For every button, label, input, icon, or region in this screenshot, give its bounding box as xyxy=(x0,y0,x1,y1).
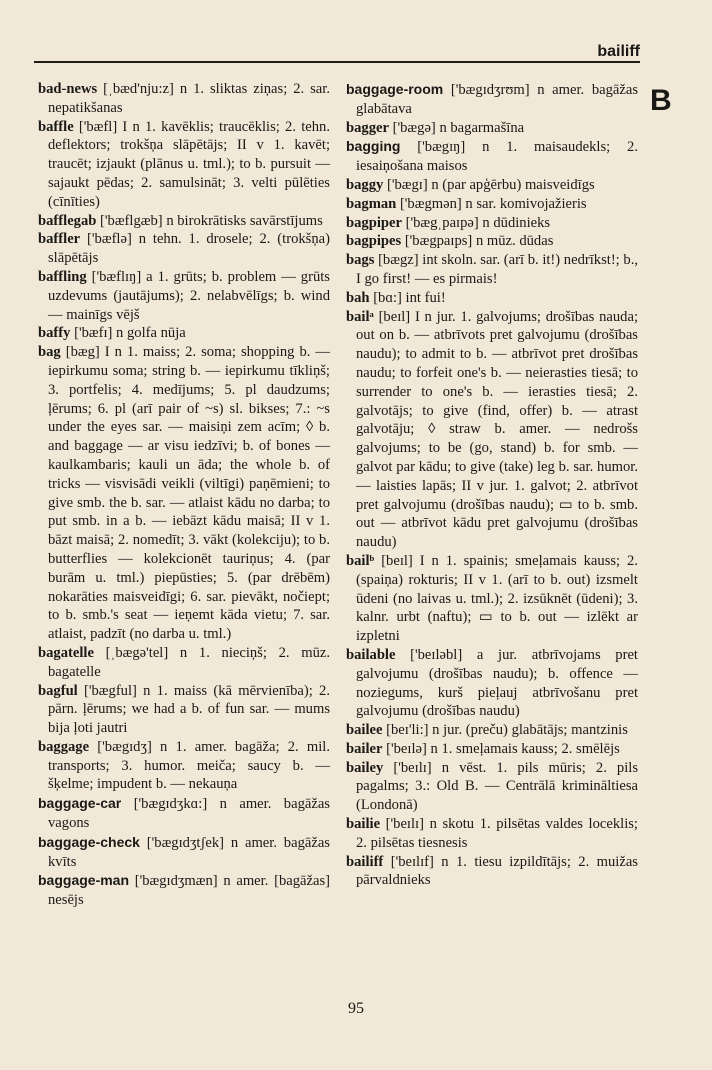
entry-pronunciation: ['bægɪ] xyxy=(386,176,428,193)
dictionary-entry xyxy=(346,853,638,891)
section-letter-tab: B xyxy=(650,84,672,117)
entry-pronunciation: ['bægˌpaɪpə] xyxy=(405,214,479,231)
entry-headword: bafflegab xyxy=(38,212,97,229)
entry-headword: baffle xyxy=(38,118,74,135)
entry-pronunciation: ['bægɪdʒmæn] xyxy=(134,873,218,890)
dictionary-entry xyxy=(38,268,330,324)
entry-headword: baggy xyxy=(346,176,384,193)
entry-headword: bagging xyxy=(346,138,401,155)
dictionary-entry xyxy=(346,119,638,138)
dictionary-entry xyxy=(346,759,638,815)
entry-definition: n 1. nieciņš; 2. mūz. bagatelle xyxy=(48,644,330,680)
entry-pronunciation: ['beɪlɪf] xyxy=(390,853,434,870)
entry-headword: baffy xyxy=(38,325,71,342)
dictionary-entry xyxy=(346,646,638,721)
entry-pronunciation: [bægz] xyxy=(378,252,419,269)
entry-headword: baggage-car xyxy=(38,795,122,812)
entry-definition: n 1. sliktas ziņas; 2. sar. nepatikšanas xyxy=(48,81,330,116)
entry-definition: n mūz. dūdas xyxy=(475,233,554,250)
entry-headword: bagpiper xyxy=(346,214,402,231)
dictionary-entry xyxy=(346,308,638,552)
entry-definition: n dūdinieks xyxy=(482,214,551,231)
entry-pronunciation: ['bægɪŋ] xyxy=(417,139,466,156)
entry-definition: n 1. maiss (kā mērvienība); 2. pārn. ļērums; we had a b. of fun sar. — mums bija ļoti jautri xyxy=(48,682,330,737)
right-column xyxy=(346,80,638,890)
left-column xyxy=(38,80,330,910)
dictionary-entry xyxy=(346,815,638,853)
entry-definition: n 1. amer. bagāža; 2. mil. transports; 3. humor. meiča; saucy b. — šķelme; impudent b. — nekauņa xyxy=(48,738,330,793)
entry-pronunciation: ['bægə] xyxy=(392,119,436,136)
entry-definition: n amer. bagāžas kvīts xyxy=(48,834,330,870)
entry-definition: a 1. grūts; b. problem — grūts uzdevums (jautājums); 2. nelabvēlīgs; b. wind — mainīgs vējš xyxy=(48,268,330,323)
entry-pronunciation: [ˌbægə'tel] xyxy=(105,644,169,661)
entry-definition: n jur. (preču) glabātājs; mantzinis xyxy=(432,722,628,739)
entry-pronunciation: ['bæfɪ] xyxy=(74,325,113,342)
running-head: bailiff xyxy=(597,43,640,60)
dictionary-entry xyxy=(38,644,330,682)
dictionary-entry xyxy=(38,343,330,644)
dictionary-entry xyxy=(346,137,638,176)
entry-definition: n skotu 1. pilsētas valdes loceklis; 2. pilsētas tiesnesis xyxy=(356,816,638,851)
entry-headword: bags xyxy=(346,252,375,269)
entry-headword: baffling xyxy=(38,268,87,285)
entry-definition: n 1. tiesu izpildītājs; 2. muižas pārvaldnieks xyxy=(356,853,638,889)
dictionary-entry xyxy=(38,80,330,118)
entry-headword: bagman xyxy=(346,195,397,212)
entry-definition: n (par apģērbu) maisveidīgs xyxy=(431,176,595,193)
entry-definition: n amer. bagāžas glabātava xyxy=(356,82,638,117)
entry-headword: bailey xyxy=(346,759,384,776)
dictionary-entry xyxy=(38,682,330,738)
entry-headword: baggage-room xyxy=(346,81,444,97)
entry-headword: bag xyxy=(38,344,61,361)
entry-definition: a jur. atbrīvojams pret galvojumu (drošības naudu); b. offence — noziegums, kurš pieļauj atbrīvošanu pret galvojumu (drošības naudu) xyxy=(356,646,638,720)
entry-pronunciation: ['beɪləbl] xyxy=(410,646,463,663)
entry-pronunciation: [bɑ:] xyxy=(373,289,402,306)
entry-definition: I n jur. 1. galvojums; drošības nauda; out on b. — atbrīvots pret galvojumu (drošības naudu); to admit to b. — atbrīvot pret drošības naudu; to forfeit one's b. — neierasties tiesā; to surrender to one's b. — ierasties tiesā; 2. galvotājs; to give (find, offer) b. — atrast galvotāju; ◊ straw b. amer. — nedrošs galvojums; to be (go, stand) b. for smb. — galvot par kādu; to give (take) leg b. sar. humor. — laisties lapās; II v jur. 1. galvot; 2. atbrīvot pret galvojumu (drošības naudu); ▭ to b. smb. out — atbrīvot kādu pret galvojumu (drošības naudu) xyxy=(356,308,639,551)
dictionary-entry xyxy=(346,176,638,195)
entry-definition: int fui! xyxy=(405,289,446,306)
entry-headword: bagpipes xyxy=(346,233,402,250)
entry-definition: n birokrātisks savārstījums xyxy=(166,212,323,229)
entry-headword: baggage xyxy=(38,738,90,755)
entry-headword: bah xyxy=(346,289,370,306)
dictionary-entry xyxy=(346,721,638,740)
entry-pronunciation: ['bæflgæb] xyxy=(100,212,163,229)
entry-definition: I n 1. maiss; 2. soma; shopping b. — iepirkumu soma; string b. — iepirkumu tīkliņš; 3. portfelis; 4. medījums; 5. pl daudzums; ļērums; 6. pl (arī pair of ~s) sl. bikses; 7.: ~s under the eyes sar. — maisiņi zem acīm; ◊ b. and baggage — ar visu iedzīvi; b. of bones — kaulkambaris; kauli un āda; the whole b. of tricks — visvisādi veikli (viltīgi) paņēmieni; to give smb. the b. sar. — atlaist kādu no darba; to put smb. in a b. — iebāzt kādu maisā; II v 1. bāzt maisā; 2. nomedīt; 3. vākt (kolekciju); to b. butterflies — kolekcionēt tauriņus; 4. (par burām u. tml.) piepūsties; 5. (par drēbēm) nokarāties maisveidīgi; 6. sar. pievākt, nočiept; to b. smb.'s seat — ieņemt kāda vietu; 7. sar. atlaist, padzīt (no darba u. tml.) xyxy=(48,344,330,643)
entry-pronunciation: [ˌbæd'nju:z] xyxy=(103,81,174,97)
dictionary-entry xyxy=(346,214,638,233)
dictionary-entry xyxy=(346,232,638,251)
entry-definition: n amer. bagāžas vagons xyxy=(48,796,330,832)
entry-definition: n golfa nūja xyxy=(116,325,186,342)
entry-headword: bailᵃ xyxy=(346,308,374,325)
entry-definition: n vēst. 1. pils mūris; 2. pils pagalms; 3.: Old B. — Centrālā krimināltiesa (Londonā) xyxy=(356,759,638,814)
entry-pronunciation: ['bæflə] xyxy=(87,231,132,248)
entry-headword: bailee xyxy=(346,722,383,739)
entry-headword: bailᵇ xyxy=(346,552,375,569)
entry-pronunciation: ['bægmən] xyxy=(399,195,462,212)
dictionary-entry xyxy=(38,230,330,268)
dictionary-entry xyxy=(38,212,330,231)
entry-pronunciation: ['bægɪdʒrʊm] xyxy=(450,82,530,98)
entry-headword: bailie xyxy=(346,816,381,833)
entry-pronunciation: ['bægpaɪps] xyxy=(404,233,473,250)
dictionary-entry xyxy=(346,740,638,759)
dictionary-entry xyxy=(38,324,330,343)
entry-headword: bad-news xyxy=(38,81,98,97)
entry-pronunciation: [beɪ'li:] xyxy=(386,722,429,739)
entry-pronunciation: ['bægɪdʒtʃek] xyxy=(146,834,224,851)
entry-pronunciation: ['beɪlɪ] xyxy=(393,759,432,776)
entry-headword: baggage-man xyxy=(38,872,130,889)
entry-definition: n tehn. 1. drosele; 2. (trokšņa) slāpētājs xyxy=(48,231,330,267)
entry-pronunciation: ['bæfl] xyxy=(78,118,118,135)
dictionary-entry xyxy=(38,833,330,872)
entry-pronunciation: ['bægɪdʒkɑ:] xyxy=(133,796,208,813)
entry-pronunciation: ['beɪlɪ] xyxy=(385,816,424,833)
entry-definition: n 1. smeļamais kauss; 2. smēlējs xyxy=(430,740,620,757)
entry-definition: n 1. maisaudekls; 2. iesaiņošana maisos xyxy=(356,139,638,175)
entry-definition: n amer. [bagāžas] nesējs xyxy=(48,873,330,909)
entry-headword: baffler xyxy=(38,231,81,248)
dictionary-entry xyxy=(346,195,638,214)
entry-definition: int skoln. sar. (arī b. it!) nedrīkst!; b., I go first! — es pirmais! xyxy=(356,252,638,287)
entry-headword: bailer xyxy=(346,740,383,757)
dictionary-entry xyxy=(346,289,638,308)
entry-definition: I n 1. spainis; smeļamais kauss; 2. (spaiņa) rokturis; II v 1. (arī to b. out) izsmelt ūdeni (no laivas u. tml.); 2. izsūknēt (ūdeni); 3. kalnr. urbt (naftu); ▭ to b. out — izlēkt ar izpletni xyxy=(356,552,638,645)
dictionary-entry xyxy=(346,80,638,119)
page-number: 95 xyxy=(348,1000,364,1017)
dictionary-entry xyxy=(38,871,330,910)
entry-headword: bagatelle xyxy=(38,644,94,661)
entry-definition: I n 1. kavēklis; traucēklis; 2. tehn. deflektors; trokšņa slāpētājs; II v 1. kavēt; traucēt; izjaukt (plānus u. tml.); to b. pursuit — sajaukt pēdas; 2. samulsināt; 3. velti pūlēties (cīnīties) xyxy=(48,118,330,210)
entry-headword: bagful xyxy=(38,682,78,699)
entry-pronunciation: ['bægful] xyxy=(84,682,137,699)
entry-pronunciation: ['bæflɪŋ] xyxy=(91,268,142,285)
dictionary-entry xyxy=(346,251,638,289)
entry-headword: bagger xyxy=(346,119,389,136)
dictionary-entry xyxy=(346,552,638,646)
dictionary-entry xyxy=(38,794,330,833)
entry-pronunciation: [bæg] xyxy=(65,344,100,361)
header-rule xyxy=(34,61,640,63)
entry-headword: bailiff xyxy=(346,853,384,870)
entry-definition: n bagarmašīna xyxy=(439,119,525,136)
entry-pronunciation: [beɪl] xyxy=(381,552,413,569)
entry-pronunciation: [beɪl] xyxy=(378,308,411,325)
entry-pronunciation: ['beɪlə] xyxy=(386,740,427,757)
entry-headword: baggage-check xyxy=(38,833,140,850)
dictionary-entry xyxy=(38,738,330,794)
entry-pronunciation: ['bægɪdʒ] xyxy=(97,738,152,755)
entry-headword: bailable xyxy=(346,646,396,663)
dictionary-entry xyxy=(38,118,330,212)
entry-definition: n sar. komivojažieris xyxy=(465,195,587,212)
